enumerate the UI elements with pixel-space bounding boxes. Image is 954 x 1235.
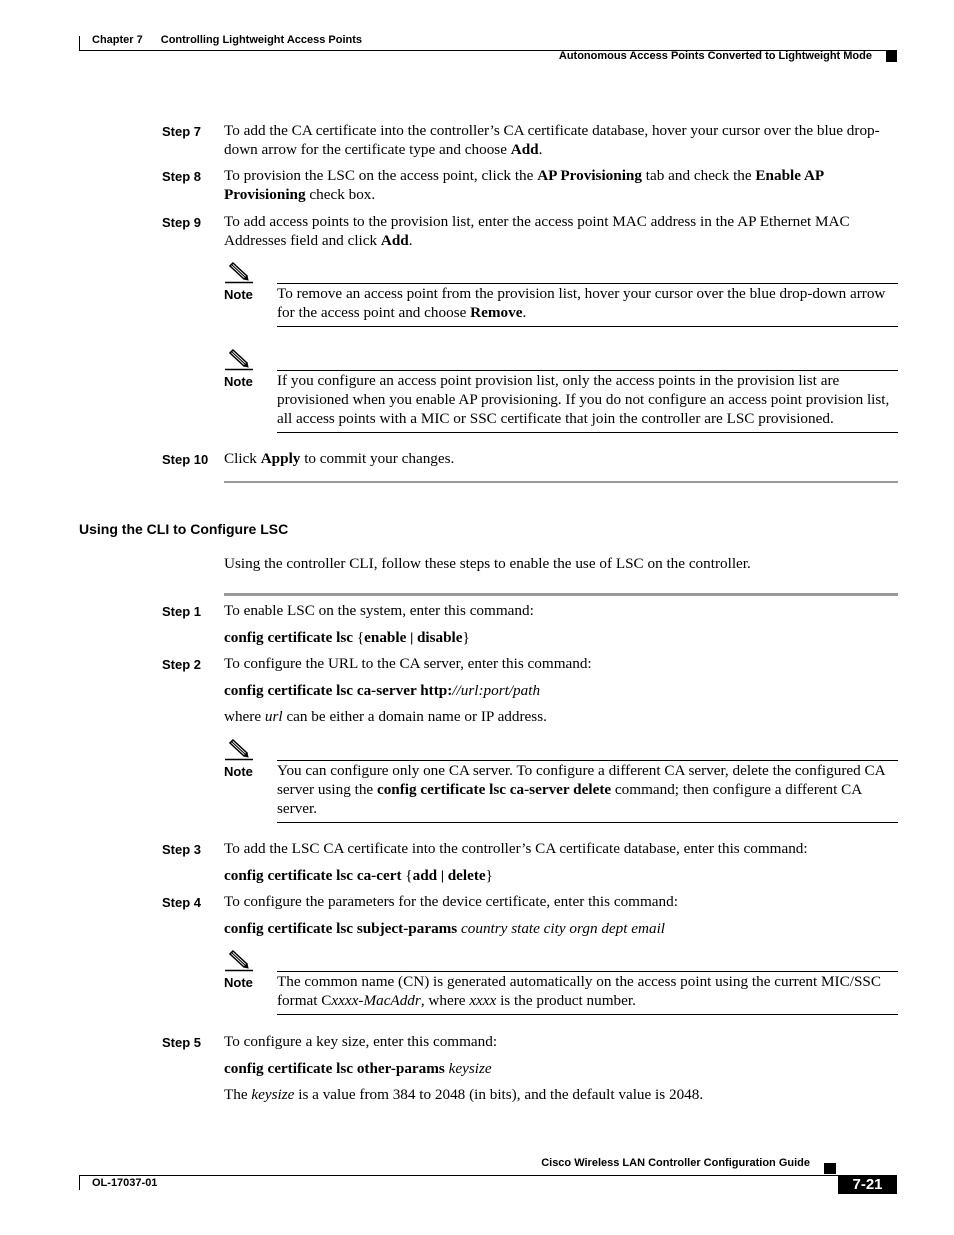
header-section-title: Autonomous Access Points Converted to Lightweight Mode: [558, 50, 872, 62]
step-label: Step 5: [162, 1035, 202, 1050]
note-bottom-rule: [277, 432, 898, 433]
step-text: To configure the URL to the CA server, enter this command:: [224, 655, 592, 672]
command-line: config certificate lsc ca-server http://url:port/path: [224, 682, 541, 699]
step-label: Step 2: [162, 657, 202, 672]
note-text: If you configure an access point provision list, only the access points in the provision list are provisioned when you enable AP provisioning. If you do not configure an access point provision list, all access points with a MIC or SSC certificate that join the controller are LSC provisioned.: [277, 372, 890, 427]
step-text: To add access points to the provision list, enter the access point MAC address in the AP Ethernet MAC Addresses field and click Add.: [224, 213, 850, 249]
procedure-start-rule: [224, 593, 898, 596]
footer-rule: [79, 1175, 838, 1176]
pencil-note-icon: [225, 260, 253, 284]
footer-doc-number: OL-17037-01: [92, 1177, 158, 1189]
step-text: To add the LSC CA certificate into the controller’s CA certificate database, enter this command:: [224, 840, 808, 857]
note-label: Note: [224, 374, 253, 389]
step-label: Step 8: [162, 169, 202, 184]
chapter-title: Controlling Lightweight Access Points: [160, 34, 363, 46]
footer-guide-title: Cisco Wireless LAN Controller Configuration Guide: [541, 1157, 810, 1169]
step-text: To provision the LSC on the access point, click the AP Provisioning tab and check the Enable AP Provisioning check box.: [224, 167, 824, 203]
step-label: Step 3: [162, 842, 202, 857]
note-bottom-rule: [277, 326, 898, 327]
step-text: To enable LSC on the system, enter this command:: [224, 602, 534, 619]
step-detail: where url can be either a domain name or IP address.: [224, 708, 547, 725]
note-text: The common name (CN) is generated automatically on the access point using the current MIC/SSC format Cxxxx-MacAddr, where xxxx is the product number.: [277, 973, 881, 1009]
note-top-rule: [277, 370, 898, 371]
step-label: Step 10: [162, 452, 209, 467]
section-heading: Using the CLI to Configure LSC: [79, 521, 289, 537]
note-label: Note: [224, 975, 253, 990]
step-label: Step 9: [162, 215, 202, 230]
note-top-rule: [277, 760, 898, 761]
note-label: Note: [224, 764, 253, 779]
note-label: Note: [224, 287, 253, 302]
note-top-rule: [277, 971, 898, 972]
step-text: Click Apply to commit your changes.: [224, 450, 455, 467]
command-line: config certificate lsc subject-params country state city orgn dept email: [224, 920, 666, 937]
command-line: config certificate lsc {enable | disable}: [224, 629, 470, 646]
pencil-note-icon: [225, 737, 253, 761]
note-top-rule: [277, 283, 898, 284]
step-label: Step 4: [162, 895, 202, 910]
step-label: Step 1: [162, 604, 202, 619]
footer-left-rule: [79, 1175, 80, 1190]
note-bottom-rule: [277, 822, 898, 823]
step-detail: The keysize is a value from 384 to 2048 (in bits), and the default value is 2048.: [224, 1086, 704, 1103]
note-bottom-rule: [277, 1014, 898, 1015]
note-text: To remove an access point from the provision list, hover your cursor over the blue drop-down arrow for the access point and choose Remove.: [277, 285, 886, 321]
step-label: Step 7: [162, 124, 202, 139]
pencil-note-icon: [225, 948, 253, 972]
command-line: config certificate lsc other-params keysize: [224, 1060, 492, 1077]
step-text: To configure a key size, enter this command:: [224, 1033, 498, 1050]
section-intro: Using the controller CLI, follow these steps to enable the use of LSC on the controller.: [224, 555, 751, 572]
procedure-end-rule: [224, 481, 898, 483]
note-text: You can configure only one CA server. To configure a different CA server, delete the configured CA server using the config certificate lsc ca-server delete command; then configure a different CA server.: [277, 762, 885, 817]
chapter-label: Chapter 7: [92, 34, 143, 46]
footer-block-marker: [824, 1163, 836, 1174]
header-left-rule: [79, 36, 80, 51]
header-block-marker: [886, 51, 897, 62]
command-line: config certificate lsc ca-cert {add | delete}: [224, 867, 493, 884]
header-chapter: [92, 34, 362, 46]
step-text: To add the CA certificate into the controller’s CA certificate database, hover your cursor over the blue drop-down arrow for the certificate type and choose Add.: [224, 122, 880, 158]
pencil-note-icon: [225, 347, 253, 371]
page-number: 7-21: [838, 1175, 897, 1194]
step-text: To configure the parameters for the device certificate, enter this command:: [224, 893, 678, 910]
